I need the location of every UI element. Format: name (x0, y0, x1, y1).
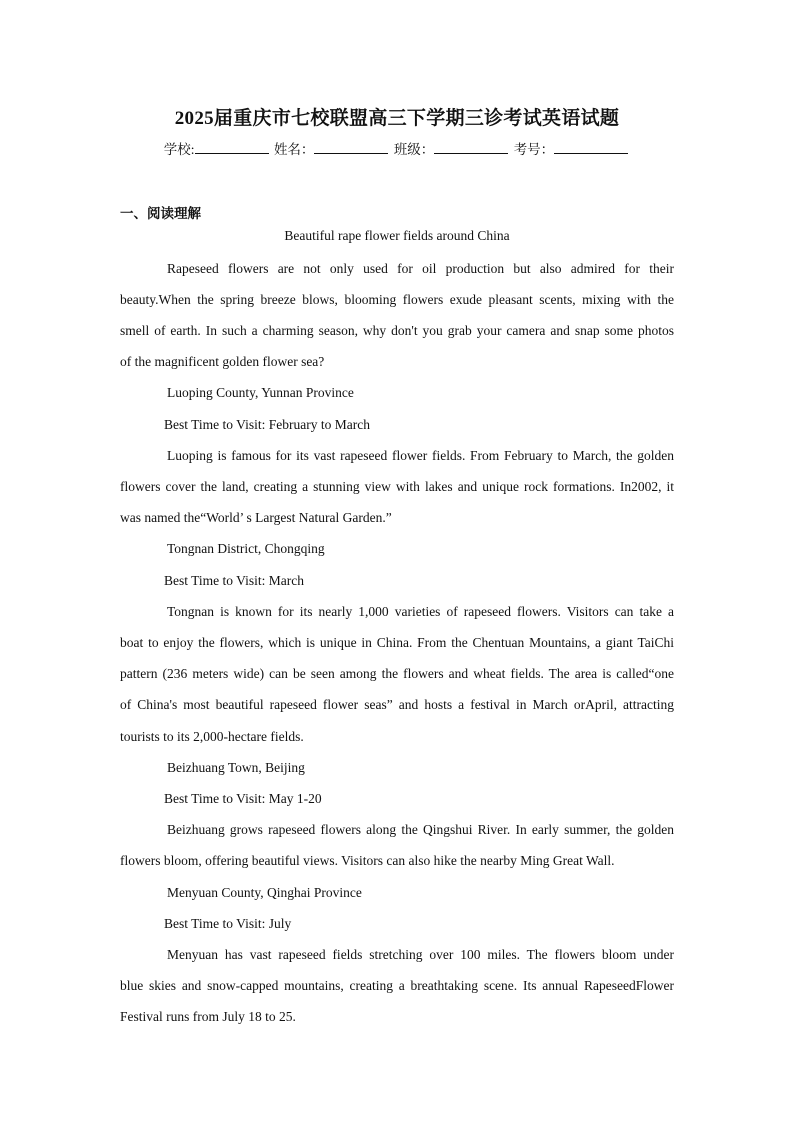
best-time-line: Best Time to Visit: May 1-20 (164, 791, 322, 806)
school-label: 学校: (163, 142, 195, 157)
passage-line: of the magnificent golden flower sea? (120, 354, 325, 369)
passage-line: Festival runs from July 18 to 25. (120, 1009, 296, 1024)
best-time-line: Best Time to Visit: July (164, 916, 292, 931)
name-label: 姓名： (273, 142, 315, 157)
exam-number-label: 考号： (513, 142, 555, 157)
passage-line: blue skies and snow-capped mountains, creating a breathtaking scene. Its annual RapeseedFlower (120, 978, 674, 993)
best-time-line: Best Time to Visit: February to March (164, 417, 370, 432)
passage-line: was named the“World’ s Largest Natural Garden.” (120, 510, 392, 525)
exam-number-blank[interactable] (554, 140, 628, 154)
class-label: 班级： (393, 142, 435, 157)
passage-line: tourists to its 2,000-hectare fields. (120, 729, 304, 744)
location-heading: Luoping County, Yunnan Province (167, 385, 354, 400)
name-blank[interactable] (314, 140, 388, 154)
passage-title: Beautiful rape flower fields around China (284, 228, 510, 243)
passage-line: flowers cover the land, creating a stunning view with lakes and unique rock formations. In2002, it (120, 479, 674, 494)
passage-line: flowers bloom, offering beautiful views. Visitors can also hike the nearby Ming Great Wall. (120, 853, 615, 868)
passage-line: boat to enjoy the flowers, which is unique in China. From the Chentuan Mountains, a giant TaiChi (120, 635, 674, 650)
school-blank[interactable] (195, 140, 269, 154)
passage-line: of China's most beautiful rapeseed flower seas” and hosts a festival in March orApril, attracting (120, 697, 674, 712)
location-heading: Tongnan District, Chongqing (167, 541, 325, 556)
passage-line: Rapeseed flowers are not only used for oil production but also admired for their (167, 261, 674, 276)
location-heading: Beizhuang Town, Beijing (167, 760, 305, 775)
passage-line: Tongnan is known for its nearly 1,000 varieties of rapeseed flowers. Visitors can take a (167, 604, 674, 619)
location-heading: Menyuan County, Qinghai Province (167, 885, 362, 900)
section-title: 一、阅读理解 (120, 206, 201, 221)
passage-line: beauty.When the spring breeze blows, blooming flowers exude pleasant scents, mixing with the (120, 292, 674, 307)
passage-line: Menyuan has vast rapeseed fields stretching over 100 miles. The flowers bloom under (167, 947, 674, 962)
student-info-line (0, 138, 794, 158)
passage-line: pattern (236 meters wide) can be seen among the flowers and wheat fields. The area is called“one (120, 666, 674, 681)
class-blank[interactable] (434, 140, 508, 154)
best-time-line: Best Time to Visit: March (164, 573, 304, 588)
passage-line: Luoping is famous for its vast rapeseed flower fields. From February to March, the golden (167, 448, 674, 463)
passage-line: Beizhuang grows rapeseed flowers along the Qingshui River. In early summer, the golden (167, 822, 674, 837)
exam-title: 2025届重庆市七校联盟高三下学期三诊考试英语试题 (174, 108, 620, 129)
passage-line: smell of earth. In such a charming season, why don't you grab your camera and snap some photos (120, 323, 674, 338)
